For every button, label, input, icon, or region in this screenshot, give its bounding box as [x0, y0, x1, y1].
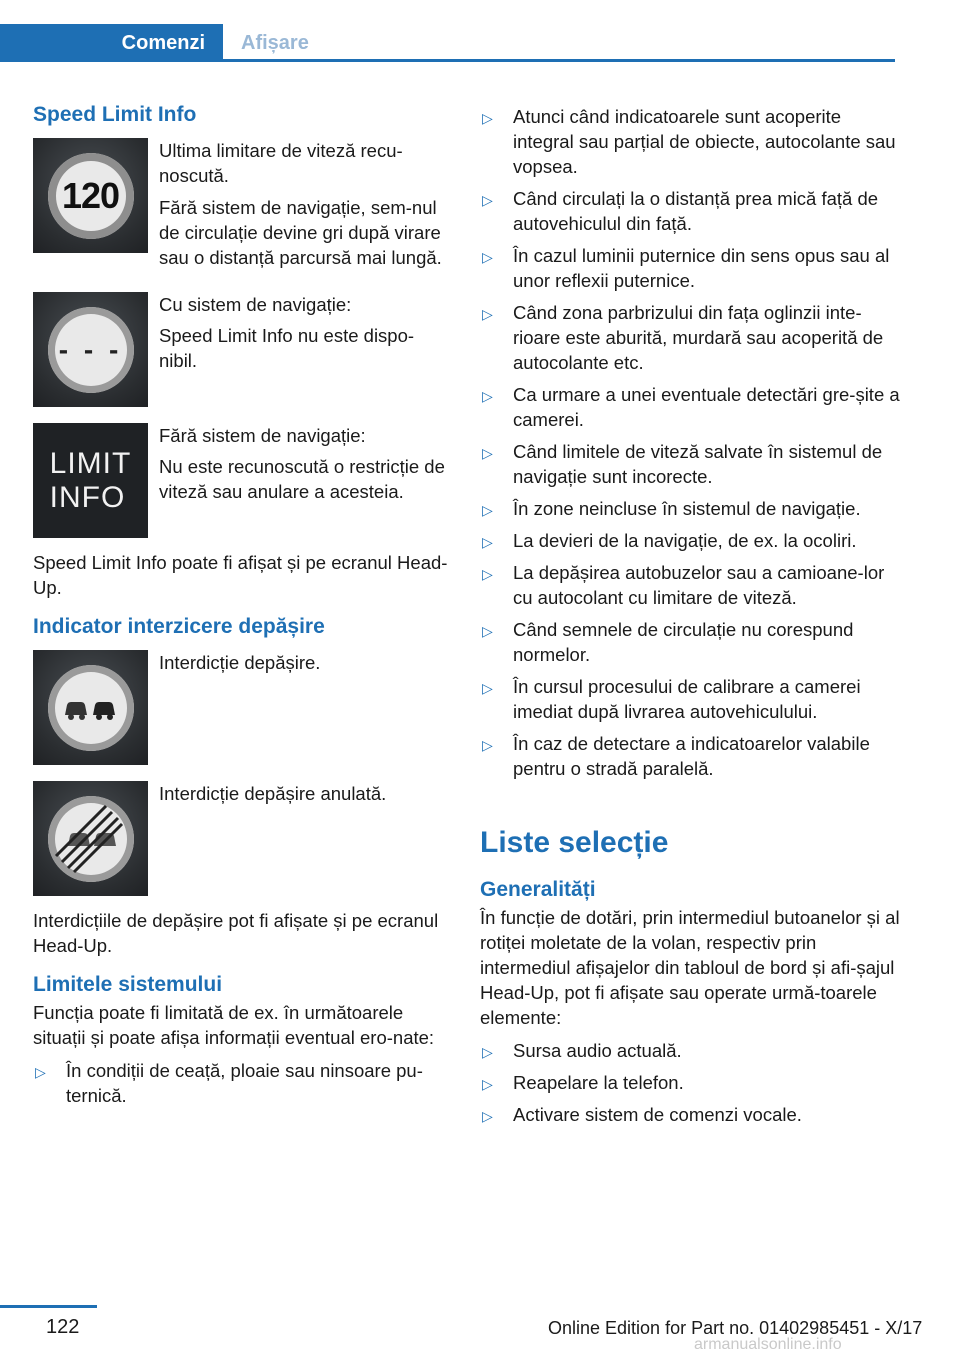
- overtaking-heading: Indicator interzicere depășire: [33, 615, 325, 638]
- general-heading: Generalități: [480, 878, 596, 901]
- limit-info-line1: LIMIT: [49, 446, 132, 480]
- two-cars-icon: [61, 693, 121, 723]
- list-item-text: Când limitele de viteză salvate în sistemul de navigație sunt incorecte.: [513, 441, 883, 487]
- bullet-triangle-icon: ▷: [482, 445, 493, 461]
- list-item: [480, 1070, 900, 1095]
- tab-afisare[interactable]: Afișare: [241, 31, 309, 54]
- selection-intro: În funcție de dotări, prin intermediul butoanelor și al rotiței moletate de la volan, respectiv prin intermediul afișajelor din tabloul de bord și afi-șajul Head-Up, pot fi afișate sau operate urmă-toarele elemente:: [480, 907, 900, 1028]
- unavailable-circle-icon: [48, 307, 134, 393]
- system-limits-list-left: [33, 1058, 448, 1108]
- bullet-triangle-icon: ▷: [482, 1076, 493, 1092]
- list-item: [480, 496, 900, 521]
- bullet-triangle-icon: ▷: [482, 110, 493, 126]
- list-item-text: Când zona parbrizului din fața oglinzii inte-rioare este aburită, murdară sau acoperită de autocolante etc.: [513, 302, 884, 373]
- list-item: [480, 439, 900, 489]
- list-item: [480, 617, 900, 667]
- speed-limit-block-3: [33, 423, 448, 538]
- bullet-triangle-icon: ▷: [482, 680, 493, 696]
- speed-limit-heading: Speed Limit Info: [33, 103, 197, 126]
- bullet-triangle-icon: ▷: [482, 1108, 493, 1124]
- unavailable-dashes: - - -: [58, 333, 123, 365]
- selection-list: [480, 1038, 900, 1127]
- speed-limit-text-2a: Cu sistem de navigație:: [159, 294, 352, 315]
- speed-sign-unavailable-image: [33, 292, 148, 407]
- header-tabs: [0, 24, 895, 62]
- list-item: [480, 104, 900, 179]
- overtaking-text-1: Interdicție depășire.: [159, 652, 321, 673]
- speed-sign-120-image: [33, 138, 148, 253]
- list-item: [480, 382, 900, 432]
- bullet-triangle-icon: ▷: [482, 502, 493, 518]
- left-column: [33, 100, 448, 1115]
- speed-limit-text-2b: Speed Limit Info nu este dispo-nibil.: [159, 325, 415, 371]
- speed-value-label: 120: [61, 174, 120, 216]
- system-limits-heading: Limitele sistemului: [33, 973, 223, 996]
- list-item-text: Atunci când indicatoarele sunt acoperite integral sau parțial de obiecte, autocolante sau vopsea.: [513, 106, 896, 177]
- list-item-text: La devieri de la navigație, de ex. la ocoliri.: [513, 530, 857, 551]
- list-item-text: În cazul luminii puternice din sens opus sau al unor reflexii puternice.: [513, 245, 890, 291]
- speed-limit-hud-note: Speed Limit Info poate fi afișat și pe ecranul Head-Up.: [33, 552, 448, 598]
- bullet-triangle-icon: ▷: [482, 249, 493, 265]
- list-item: [480, 1038, 900, 1063]
- overtaking-block-2: [33, 781, 448, 896]
- list-item: [480, 1102, 900, 1127]
- list-item-text: Când semnele de circulație nu corespund normelor.: [513, 619, 854, 665]
- system-limits-intro: Funcția poate fi limitată de ex. în următoarele situații și poate afișa informații eventual ero-nate:: [33, 1002, 435, 1048]
- overtaking-block-1: [33, 650, 448, 765]
- cancelled-cars-icon: [48, 796, 134, 882]
- tab-comenzi[interactable]: Comenzi: [0, 24, 223, 62]
- no-overtaking-cancelled-sign-image: [33, 781, 148, 896]
- limit-info-line2: INFO: [49, 480, 126, 514]
- speed-limit-block-2: [33, 292, 448, 407]
- bullet-triangle-icon: ▷: [482, 534, 493, 550]
- list-item: [480, 186, 900, 236]
- bullet-triangle-icon: ▷: [482, 1044, 493, 1060]
- list-item-text: În cursul procesului de calibrare a camerei imediat după livrarea autovehiculului.: [513, 676, 861, 722]
- limit-info-sign-image: [33, 423, 148, 538]
- list-item-text: Sursa audio actuală.: [513, 1040, 682, 1061]
- speed-circle-icon: [48, 153, 134, 239]
- list-item: [480, 243, 900, 293]
- watermark: armanualsonline.info: [694, 1336, 842, 1353]
- list-item-text: În condiții de ceață, ploaie sau ninsoare pu-ternică.: [66, 1060, 423, 1106]
- bullet-triangle-icon: ▷: [482, 388, 493, 404]
- no-overtaking-sign-image: [33, 650, 148, 765]
- list-item: [480, 560, 900, 610]
- list-item-text: Când circulați la o distanță prea mică față de autovehiculul din față.: [513, 188, 879, 234]
- list-item: [480, 674, 900, 724]
- bullet-triangle-icon: ▷: [482, 623, 493, 639]
- list-item-text: În caz de detectare a indicatoarelor valabile pentru o stradă paralelă.: [513, 733, 870, 779]
- speed-limit-text-1b: Fără sistem de navigație, sem-nul de circulație devine gri după virare sau o distanță parcursă mai lungă.: [159, 197, 442, 268]
- selection-lists-heading: Liste selecție: [480, 826, 669, 859]
- footer-rule: [0, 1305, 97, 1308]
- system-limits-list-right: [480, 104, 900, 781]
- list-item-text: Ca urmare a unei eventuale detectări gre-șite a camerei.: [513, 384, 900, 430]
- right-column: [480, 100, 900, 1134]
- list-item: [480, 528, 900, 553]
- bullet-triangle-icon: ▷: [35, 1064, 46, 1080]
- speed-limit-text-1a: Ultima limitare de viteză recu-noscută.: [159, 140, 403, 186]
- bullet-triangle-icon: ▷: [482, 737, 493, 753]
- list-item-text: Reapelare la telefon.: [513, 1072, 684, 1093]
- limit-info-label: [50, 447, 132, 515]
- header-rule: [223, 59, 895, 62]
- list-item-text: Activare sistem de comenzi vocale.: [513, 1104, 802, 1125]
- list-item-text: La depășirea autobuzelor sau a camioane-lor cu autocolant cu limitare de viteză.: [513, 562, 885, 608]
- bullet-triangle-icon: ▷: [482, 566, 493, 582]
- bullet-triangle-icon: ▷: [482, 192, 493, 208]
- overtaking-hud-note: Interdicțiile de depășire pot fi afișate și pe ecranul Head-Up.: [33, 910, 439, 956]
- speed-limit-text-3b: Nu este recunoscută o restricție de viteză sau anulare a acesteia.: [159, 456, 445, 502]
- speed-limit-block-1: [33, 138, 448, 270]
- no-overtaking-circle-icon: [48, 665, 134, 751]
- page-number: 122: [46, 1316, 80, 1338]
- cancelled-circle-icon: [48, 796, 134, 882]
- list-item: [33, 1058, 448, 1108]
- list-item: [480, 731, 900, 781]
- speed-limit-text-3a: Fără sistem de navigație:: [159, 425, 366, 446]
- list-item: [480, 300, 900, 375]
- edition-note: Online Edition for Part no. 01402985451 - X/17: [548, 1318, 923, 1338]
- overtaking-text-2: Interdicție depășire anulată.: [159, 783, 387, 804]
- bullet-triangle-icon: ▷: [482, 306, 493, 322]
- list-item-text: În zone neincluse în sistemul de navigație.: [513, 498, 861, 519]
